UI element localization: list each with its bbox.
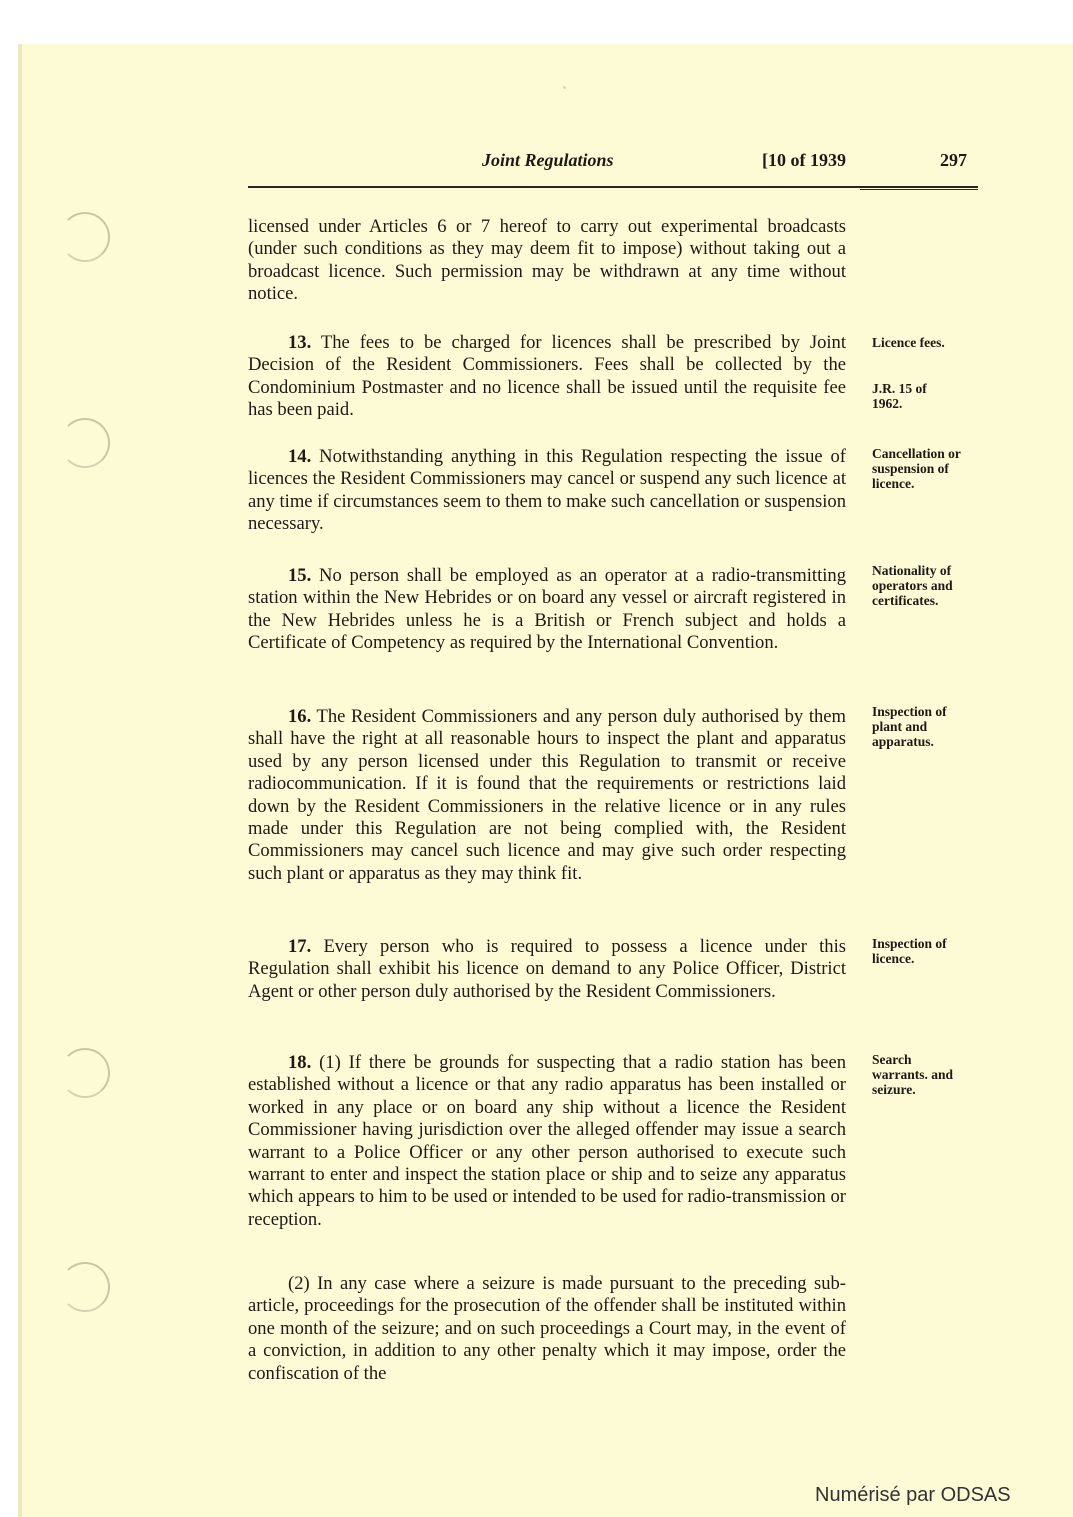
paragraph-text: (1) If there be grounds for suspecting that a radio station has been established without a licence or that any radio apparatus has been installed or worked in any place or on board any ship without a licence the Resident Commissioner having jurisdiction over the alleged offender may issue a search warrant to a Police Officer or any other person authorised to execute such warrant to enter and inspect the station place or ship and to seize any apparatus which appears to him to be used or intended to be used for radio-transmission or reception. <box>248 1052 846 1230</box>
header-reference: [10 of 1939 <box>762 150 846 170</box>
paragraph-18-2 <box>248 1273 846 1385</box>
margin-note-inspection-plant: Inspection of plant and apparatus. <box>872 704 947 749</box>
paragraph-text: The fees to be charged for licences shall be prescribed by Joint Decision of the Resident Commissioners. Fees shall be collected by the Condominium Postmaster and no licence shall be issued until the requisite fee has been paid. <box>248 332 847 421</box>
margin-note-inspection-licence: Inspection of licence. <box>872 936 947 966</box>
paragraph-text: Every person who is required to possess a licence under this Regulation shall exhibit his licence on demand to any Police Officer, District Agent or other person duly authorised by the Resident Commissioners. <box>248 936 846 1002</box>
punch-hole-icon <box>60 212 110 262</box>
margin-note-licence-fees: Licence fees. <box>872 335 945 350</box>
paragraph-text: No person shall be employed as an operator at a radio-transmitting station within the New Hebrides or on board any vessel or aircraft registered in the New Hebrides unless he is a British or French subject and holds a Certificate of Competency as required by the International Convention. <box>248 565 846 654</box>
paragraph-number: 14. <box>288 446 312 467</box>
paragraph-number: 18. <box>288 1052 312 1073</box>
page-edge <box>18 44 22 1517</box>
margin-note-nationality: Nationality of operators and certificates. <box>872 563 953 608</box>
paper-speck <box>563 86 566 89</box>
running-header <box>250 150 980 176</box>
paragraph-number: 17. <box>288 936 312 957</box>
header-rule <box>248 186 978 188</box>
paragraph-15 <box>248 565 846 655</box>
paragraph-13 <box>248 332 846 422</box>
header-rule-secondary <box>860 189 978 190</box>
paragraph-continuation <box>248 216 846 306</box>
paragraph-text: The Resident Commissioners and any person duly authorised by them shall have the right at all reasonable hours to inspect the plant and apparatus used by any person licensed under this Regulation to transmit or receive radiocommunication. If it is found that the requirements or restrictions laid down by the Resident Commissioners in the relative licence or in any rules made under this Regulation are not being complied with, the Resident Commissioners may cancel such licence and may give such order respecting such plant or apparatus as they may think fit. <box>248 706 846 884</box>
page-number: 297 <box>940 150 967 170</box>
paragraph-18-1 <box>248 1052 846 1231</box>
paragraph-text: Notwithstanding anything in this Regulation respecting the issue of licences the Resident Commissioners may cancel or suspend any such licence at any time if circumstances seem to them to make such cancellation or suspension necessary. <box>248 446 846 535</box>
margin-note-search-warrants: Search warrants. and seizure. <box>872 1052 954 1097</box>
digitization-watermark: Numérisé par ODSAS <box>815 1484 1011 1506</box>
paragraph-number: 15. <box>288 565 312 586</box>
paragraph-17 <box>248 936 846 1003</box>
paragraph-text: (2) In any case where a seizure is made pursuant to the preceding sub-article, proceedings for the prosecution of the offender shall be instituted within one month of the seizure; and on such proceedings a Court may, in the event of a conviction, in addition to any other penalty which it may impose, order the confiscation of the <box>248 1273 846 1384</box>
paragraph-14 <box>248 446 846 536</box>
margin-note-jr-15: J.R. 15 of 1962. <box>872 381 927 411</box>
punch-hole-icon <box>60 418 110 468</box>
paragraph-text: licensed under Articles 6 or 7 hereof to carry out experimental broadcasts (under such conditions as they may deem fit to impose) without taking out a broadcast licence. Such permission may be withdrawn at any time without notice. <box>248 216 846 305</box>
header-title: Joint Regulations <box>482 150 614 170</box>
punch-hole-icon <box>60 1262 110 1312</box>
paragraph-number: 16. <box>288 706 312 727</box>
paragraph-number: 13. <box>288 332 312 353</box>
paragraph-16 <box>248 706 846 885</box>
punch-hole-icon <box>60 1048 110 1098</box>
margin-note-cancellation: Cancellation or suspension of licence. <box>872 446 961 491</box>
